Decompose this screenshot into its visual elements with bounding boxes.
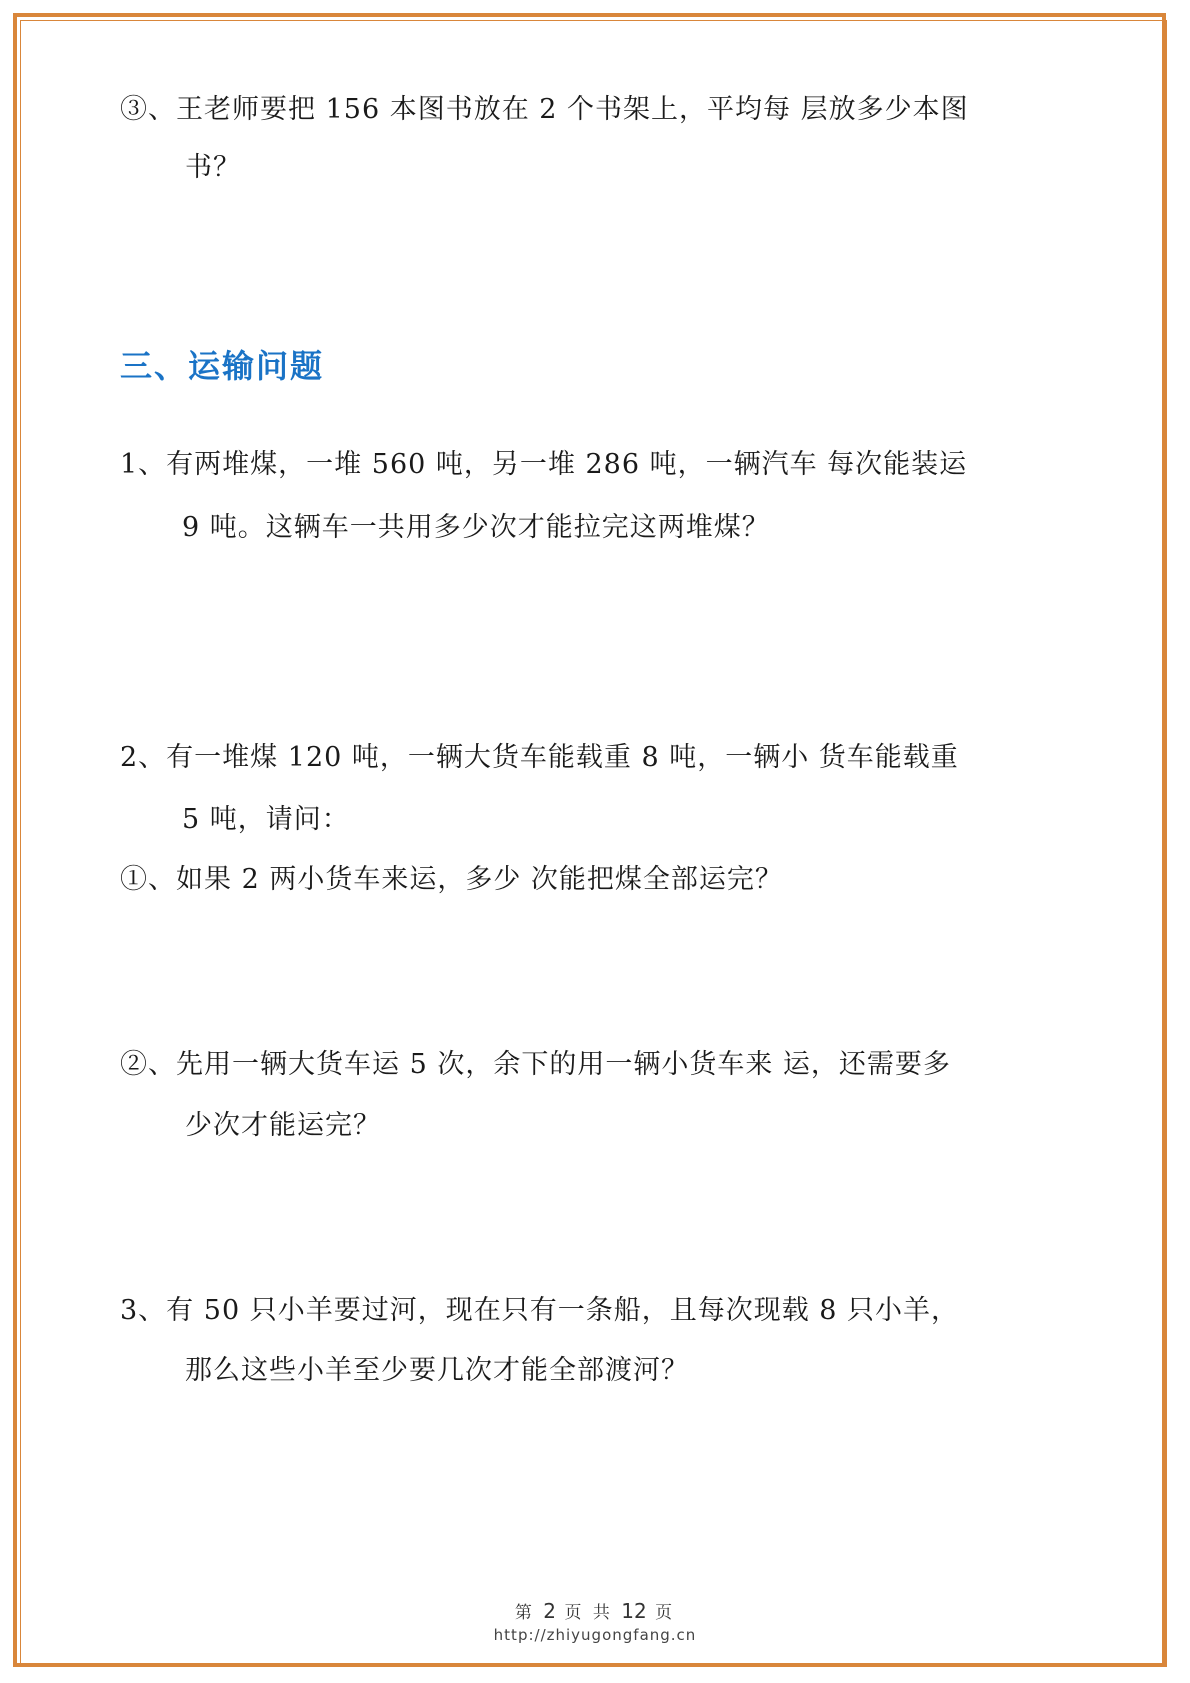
question-1-line-2: 9 吨。这辆车一共用多少次才能拉完这两堆煤？ <box>182 512 770 543</box>
page-total: 12 <box>621 1599 647 1623</box>
question-2b-line-2: 少次才能运完？ <box>185 1110 381 1141</box>
page-mid: 页 共 <box>564 1603 613 1623</box>
page-current: 2 <box>543 1599 557 1623</box>
question-3-line-2: 那么这些小羊至少要几次才能全部渡河？ <box>185 1355 689 1386</box>
question-2a: ①、如果 2 两小货车来运，多少 次能把煤全部运完？ <box>120 864 783 895</box>
section-title: 三、运输问题 <box>120 347 325 385</box>
page-suffix: 页 <box>655 1603 676 1623</box>
question-2-line-2: 5 吨，请问： <box>182 804 350 835</box>
question-2b-line-1: ②、先用一辆大货车运 5 次，余下的用一辆小货车来 运，还需要多 <box>120 1049 951 1080</box>
question-1-line-1: 1、有两堆煤，一堆 560 吨，另一堆 286 吨，一辆汽车 每次能装运 <box>120 449 968 480</box>
problem-3c-line-2: 书？ <box>185 152 241 183</box>
footer-url[interactable]: http://zhiyugongfang.cn <box>493 1626 697 1644</box>
page-prefix: 第 <box>514 1603 535 1623</box>
question-3-line-1: 3、有 50 只小羊要过河，现在只有一条船，且每次现载 8 只小羊， <box>120 1295 960 1326</box>
question-2-line-1: 2、有一堆煤 120 吨，一辆大货车能载重 8 吨，一辆小 货车能载重 <box>120 742 959 773</box>
page-border-inner <box>20 20 1167 1667</box>
problem-3c-line-1: ③、王老师要把 156 本图书放在 2 个书架上，平均每 层放多少本图 <box>120 94 969 125</box>
page-number <box>0 1600 1190 1624</box>
